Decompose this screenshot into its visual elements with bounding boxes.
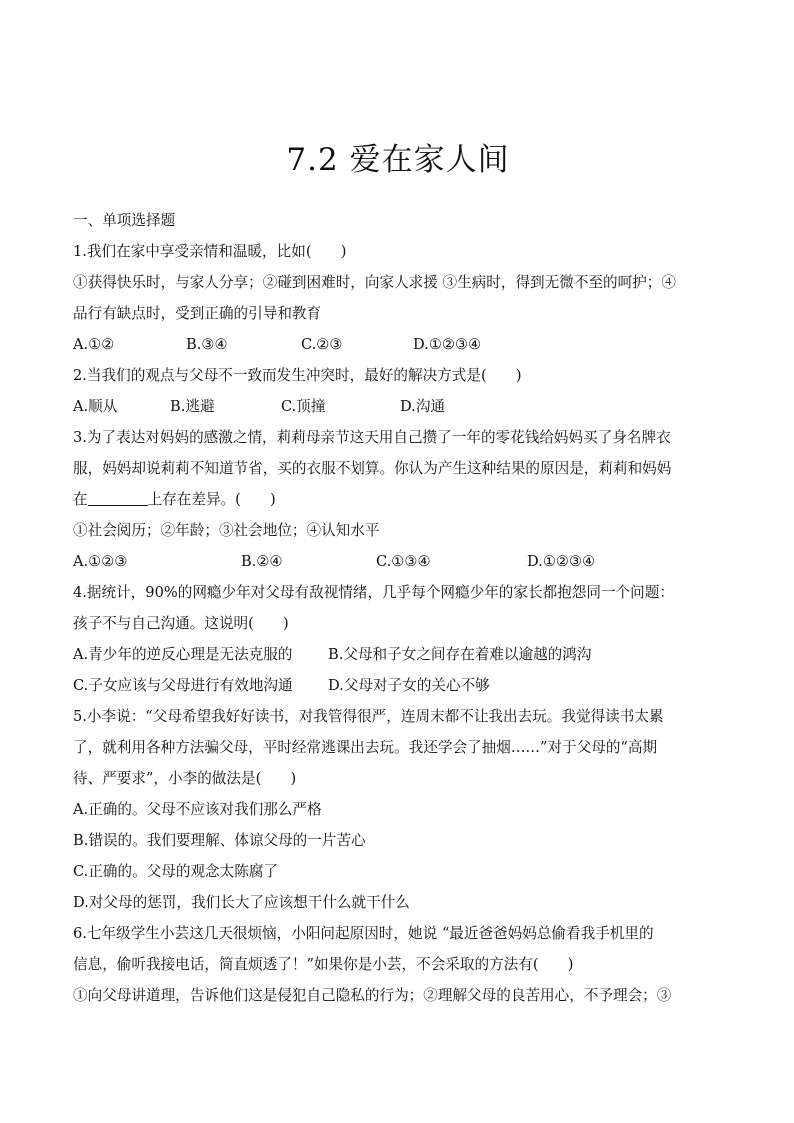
- option-d: D.①②③④: [413, 336, 482, 353]
- question-3-options: [73, 546, 723, 577]
- option-a: A.①②③: [73, 553, 128, 570]
- option-c: C.子女应该与父母进行有效地沟通: [73, 677, 293, 694]
- question-1-text: 品行有缺点时，受到正确的引导和教育: [73, 305, 322, 322]
- section-heading: 一、单项选择题: [73, 212, 176, 229]
- option-c: C.顶撞: [281, 398, 326, 415]
- option-c: C.①③④: [376, 553, 431, 570]
- option-c: C.正确的。父母的观念太陈腐了: [73, 863, 279, 880]
- option-b: B.父母和子女之间存在着难以逾越的鸿沟: [328, 646, 592, 663]
- question-3-text: ①社会阅历；②年龄；③社会地位；④认知水平: [73, 522, 380, 539]
- question-6-text: ①向父母讲道理，告诉他们这是侵犯自己隐私的行为；②理解父母的良苦用心，不予理会；③: [73, 987, 672, 1004]
- option-d: D.①②③④: [527, 553, 596, 570]
- question-4-options-row-1: [73, 639, 723, 670]
- option-a: A.青少年的逆反心理是无法克服的: [73, 646, 293, 663]
- answer-blank: [88, 489, 148, 506]
- question-4-options-row-2: [73, 670, 723, 701]
- option-d: D.父母对子女的关心不够: [328, 677, 490, 694]
- question-1-options: [73, 329, 723, 360]
- option-b: B.逃避: [170, 398, 215, 415]
- question-3-text: 服，妈妈却说莉莉不知道节省，买的衣服不划算。你认为产生这种结果的原因是，莉莉和妈妈: [73, 460, 672, 477]
- option-b: B.③④: [186, 336, 228, 353]
- option-b: B.错误的。我们要理解、体谅父母的一片苦心: [73, 832, 366, 849]
- question-3-blank-line: [73, 484, 723, 515]
- question-1-stem: 1.我们在家中享受亲情和温暖，比如( ): [73, 243, 347, 260]
- question-list: [73, 205, 723, 1011]
- question-1-text: ①获得快乐时，与家人分享；②碰到困难时，向家人求援 ③生病时，得到无微不至的呵护；④: [73, 274, 676, 291]
- option-d: D.沟通: [400, 398, 446, 415]
- blank-after: 上存在差异。( ): [147, 491, 276, 508]
- question-6-stem: 6.七年级学生小芸这几天很烦恼，小阳问起原因时，她说 “最近爸爸妈妈总偷看我手机里的: [73, 925, 654, 942]
- option-a: A.①②: [73, 336, 115, 353]
- question-2-options: [73, 391, 723, 422]
- page-title: 7.2 爱在家人间: [286, 142, 510, 178]
- question-6-text: 信息，偷听我接电话，简直烦透了！”如果你是小芸，不会采取的方法有( ): [73, 956, 574, 973]
- option-c: C.②③: [301, 336, 343, 353]
- option-a: A.正确的。父母不应该对我们那么严格: [73, 801, 322, 818]
- question-5-text: 待、严要求”，小李的做法是( ): [73, 770, 297, 787]
- blank-before: 在: [73, 491, 88, 508]
- question-2-stem: 2.当我们的观点与父母不一致而发生冲突时，最好的解决方式是( ): [73, 367, 522, 384]
- question-5-stem: 5.小李说：“父母希望我好好读书，对我管得很严，连周末都不让我出去玩。我觉得读书太累: [73, 708, 664, 725]
- question-5-text: 了，就利用各种方法骗父母，平时经常逃课出去玩。我还学会了抽烟……”对于父母的“高期: [73, 739, 658, 756]
- question-3-stem: 3.为了表达对妈妈的感激之情，莉莉母亲节这天用自己攒了一年的零花钱给妈妈买了身名牌衣: [73, 429, 671, 446]
- option-d: D.对父母的惩罚，我们长大了应该想干什么就干什么: [73, 894, 410, 911]
- question-4-text: 孩子不与自己沟通。这说明( ): [73, 615, 289, 632]
- option-b: B.②④: [241, 553, 283, 570]
- question-4-stem: 4.据统计，90%的网瘾少年对父母有敌视情绪，几乎每个网瘾少年的家长都抱怨同一个问题：: [73, 584, 674, 601]
- option-a: A.顺从: [73, 398, 118, 415]
